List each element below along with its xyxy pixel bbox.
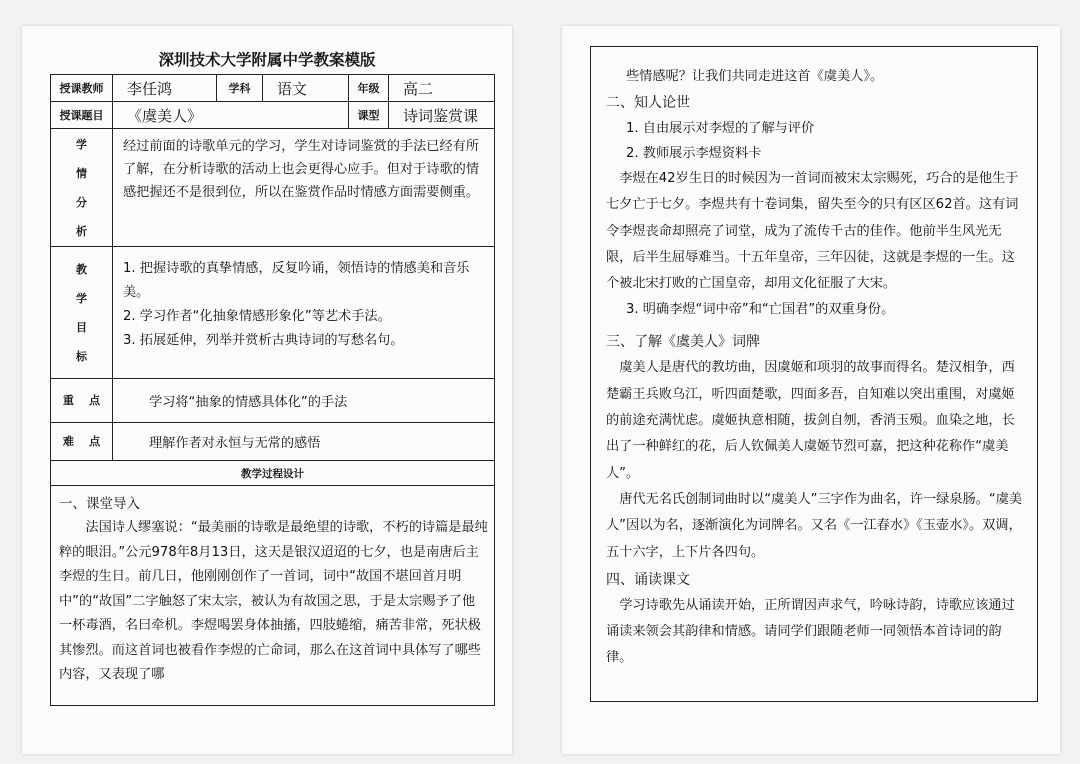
process-section bbox=[51, 486, 495, 706]
paragraph: 李煜在42岁生日的时候因为一首词而被宋太宗赐死，巧合的是他生于七夕亡于七夕。李煜共有十卷词集，留失至今的只有区区62首。这有词令李煜丧命却照亮了词堂，成为了流传千古的佳作。他前半生风光无限，后半生屈辱难当。十五年皇帝，三年囚徒，这就是李煜的一生。这个被北宋打败的亡国皇帝，却用文化征服了大宋。 bbox=[606, 171, 1019, 292]
teacher-label: 授课教师 bbox=[51, 75, 113, 102]
grade-label: 年级 bbox=[349, 75, 389, 102]
lesson-plan-page-right bbox=[562, 26, 1060, 754]
lesson-plan-table bbox=[50, 74, 495, 706]
section-heading: 二、知人论世 bbox=[606, 95, 690, 111]
goals-list bbox=[113, 247, 495, 379]
difficulty-label: 难 点 bbox=[51, 423, 113, 461]
section-heading: 一、课堂导入 bbox=[59, 496, 140, 512]
list-item: 1. 自由展示对李煜的了解与评价 bbox=[626, 121, 815, 136]
process-heading: 教学过程设计 bbox=[51, 461, 495, 486]
goals-label: 教 学 目 标 bbox=[51, 247, 113, 379]
paragraph: 唐代无名氏创制词曲时以“虞美人”三字作为曲名，许一绿泉肠。“虞美人”因以为名，逐渐演化为词牌名。又名《一江春水》《玉壶水》。双调，五十六字，上下片各四句。 bbox=[606, 491, 1023, 560]
continued-content bbox=[606, 64, 1026, 672]
goal-item: 2. 学习作者“化抽象情感形象化”等艺术手法。 bbox=[123, 309, 391, 324]
paragraph: 虞美人是唐代的教坊曲，因虞姬和项羽的故事而得名。楚汉相争，西楚霸王兵败乌江，听四面楚歌，四面多吾，自知难以突出重围，对虞姬的前途充满忧虑。虞姬执意相随，拔剑自刎，香消玉殒。血染之地，长出了一种鲜红的花，后人钦佩美人虞姬节烈可嘉，把这种花称作“虞美人”。 bbox=[606, 360, 1015, 481]
lesson-plan-page-left bbox=[22, 26, 512, 754]
page-title: 深圳技术大学附属中学教案模版 bbox=[158, 51, 376, 69]
intro-paragraph: 法国诗人缪塞说：“最美丽的诗歌是最绝望的诗歌，不朽的诗篇是最纯粹的眼泪。”公元978年8月13日，这天是银汉迢迢的七夕，也是南唐后主李煜的生日。前几日，他刚刚创作了一首词，词中“故国不堪回首月明中”的“故国”二字触怒了宋太宗，被认为有故国之思，于是太宗赐予了他一杯毒酒，名曰牵机。李煜喝罢身体抽搐，四肢蜷缩，痛苦非常，死状极其惨烈。而这首词也被看作李煜的亡命词，那么在这首词中具体写了哪些内容，又表现了哪 bbox=[59, 520, 488, 682]
topic-value: 《虞美人》 bbox=[113, 102, 349, 129]
teacher-value: 李任鸿 bbox=[113, 75, 217, 102]
list-item: 2. 教师展示李煜资料卡 bbox=[626, 146, 762, 161]
topic-label: 授课题目 bbox=[51, 102, 113, 129]
continued-line: 些情感呢？让我们共同走进这首《虞美人》。 bbox=[626, 69, 884, 84]
section-heading: 四、诵读课文 bbox=[606, 571, 690, 588]
paragraph: 学习诗歌先从诵读开始，正所谓因声求气，吟咏诗韵，诗歌应该通过诵读来领会其韵律和情感。请同学们跟随老师一同领悟本首诗词的韵律。 bbox=[606, 597, 1015, 666]
section-heading: 三、了解《虞美人》词牌 bbox=[606, 334, 760, 351]
subject-value: 语文 bbox=[263, 75, 349, 102]
situation-text: 经过前面的诗歌单元的学习，学生对诗词鉴赏的手法已经有所了解，在分析诗歌的活动上也会更得心应手。但对于诗歌的情感把握还不是很到位，所以在鉴赏作品时情感方面需要侧重。 bbox=[113, 129, 495, 247]
key-point-label: 重 点 bbox=[51, 379, 113, 423]
type-value: 诗词鉴赏课 bbox=[389, 102, 495, 129]
type-label: 课型 bbox=[349, 102, 389, 129]
subject-label: 学科 bbox=[217, 75, 263, 102]
goal-item: 3. 拓展延伸，列举并赏析古典诗词的写愁名句。 bbox=[123, 333, 404, 348]
situation-label: 学 情 分 析 bbox=[51, 129, 113, 247]
difficulty-text: 理解作者对永恒与无常的感悟 bbox=[113, 423, 495, 461]
goal-item: 1. 把握诗歌的真挚情感，反复吟诵，领悟诗的情感美和音乐美。 bbox=[123, 261, 470, 300]
list-item: 3. 明确李煜“词中帝”和“亡国君”的双重身份。 bbox=[626, 302, 895, 318]
grade-value: 高二 bbox=[389, 75, 495, 102]
key-point-text: 学习将“抽象的情感具体化”的手法 bbox=[113, 379, 495, 423]
